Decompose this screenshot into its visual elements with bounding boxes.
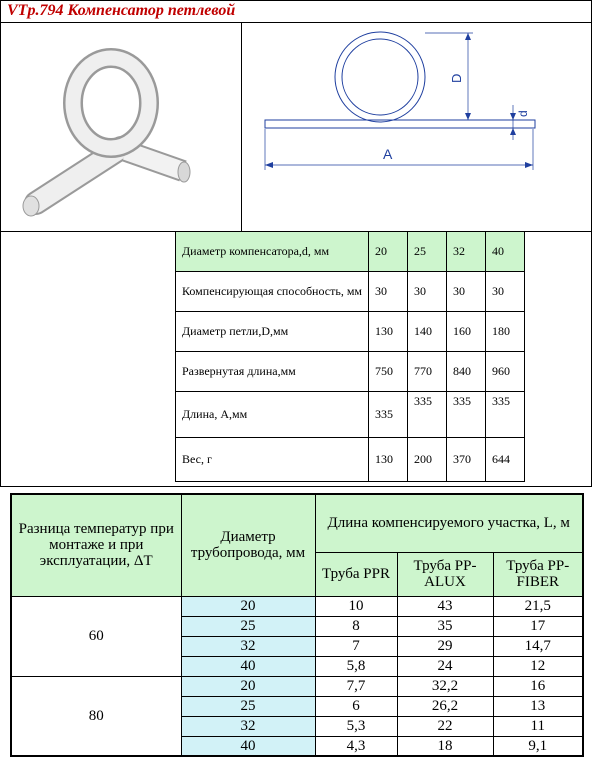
fiber-cell: 14,7 (493, 636, 583, 656)
spec-value: 370 (447, 438, 486, 482)
spec-value: 180 (486, 312, 525, 352)
title-bar (0, 0, 592, 23)
compensation-length-table (10, 493, 584, 757)
spec-value: 644 (486, 438, 525, 482)
spec-area (0, 231, 592, 487)
spec-value: 200 (408, 438, 447, 482)
spec-value: 335 (486, 392, 525, 438)
label-d-small: d (516, 110, 530, 117)
spec-value: 32 (447, 232, 486, 272)
spec-value: 770 (408, 352, 447, 392)
alux-cell: 32,2 (397, 676, 493, 696)
header-compensated-length: Длина компенсируемого участка, L, м (315, 494, 583, 552)
diameter-cell: 25 (181, 616, 315, 636)
diameter-cell: 40 (181, 656, 315, 676)
spec-label: Развернутая длина,мм (176, 352, 369, 392)
fiber-cell: 11 (493, 716, 583, 736)
label-a: A (383, 146, 393, 162)
spec-value: 130 (369, 312, 408, 352)
spec-value: 20 (369, 232, 408, 272)
diameter-cell: 40 (181, 736, 315, 756)
alux-cell: 35 (397, 616, 493, 636)
ppr-cell: 7 (315, 636, 397, 656)
illustration-area (0, 22, 592, 232)
spec-row (176, 312, 525, 352)
fiber-cell: 13 (493, 696, 583, 716)
ppr-cell: 5,3 (315, 716, 397, 736)
alux-cell: 26,2 (397, 696, 493, 716)
fiber-cell: 9,1 (493, 736, 583, 756)
ppr-cell: 5,8 (315, 656, 397, 676)
spec-value: 40 (486, 232, 525, 272)
fiber-cell: 17 (493, 616, 583, 636)
delta-t-value: 80 (11, 676, 181, 756)
page-title: VTp.794 Компенсатор петлевой (7, 2, 236, 19)
spec-label: Компенсирующая способность, мм (176, 272, 369, 312)
spec-value: 30 (408, 272, 447, 312)
diameter-cell: 25 (181, 696, 315, 716)
spec-value: 960 (486, 352, 525, 392)
diameter-cell: 32 (181, 716, 315, 736)
spec-label: Диаметр петли,D,мм (176, 312, 369, 352)
spec-value: 335 (408, 392, 447, 438)
diameter-cell: 32 (181, 636, 315, 656)
alux-cell: 43 (397, 596, 493, 616)
spec-row (176, 272, 525, 312)
header-ppr: Труба PPR (315, 552, 397, 596)
spec-label: Диаметр компенсатора,d, мм (176, 232, 369, 272)
dimension-drawing (243, 25, 543, 200)
spec-value: 750 (369, 352, 408, 392)
spec-value: 840 (447, 352, 486, 392)
ppr-cell: 7,7 (315, 676, 397, 696)
header-pipe-diameter: Диаметр трубопровода, мм (181, 494, 315, 596)
loop-compensator-image (1, 23, 241, 231)
spec-value: 335 (447, 392, 486, 438)
fiber-cell: 16 (493, 676, 583, 696)
spec-value: 30 (486, 272, 525, 312)
spec-value: 30 (369, 272, 408, 312)
label-d-big: D (449, 73, 464, 83)
header-pp-alux: Труба PP-ALUX (397, 552, 493, 596)
ppr-cell: 6 (315, 696, 397, 716)
header-pp-fiber: Труба PP-FIBER (493, 552, 583, 596)
delta-t-value: 60 (11, 596, 181, 676)
alux-cell: 24 (397, 656, 493, 676)
ppr-cell: 4,3 (315, 736, 397, 756)
alux-cell: 22 (397, 716, 493, 736)
diameter-cell: 20 (181, 676, 315, 696)
technical-drawing (243, 25, 543, 200)
fiber-cell: 12 (493, 656, 583, 676)
ppr-cell: 10 (315, 596, 397, 616)
spec-label: Вес, г (176, 438, 369, 482)
spec-table (175, 231, 525, 482)
spec-value: 25 (408, 232, 447, 272)
fiber-cell: 21,5 (493, 596, 583, 616)
spec-value: 30 (447, 272, 486, 312)
alux-cell: 18 (397, 736, 493, 756)
spec-row (176, 352, 525, 392)
spec-label: Длина, А,мм (176, 392, 369, 438)
spec-value: 160 (447, 312, 486, 352)
spec-value: 335 (369, 392, 408, 438)
spec-row (176, 438, 525, 482)
spec-value: 140 (408, 312, 447, 352)
spec-value: 130 (369, 438, 408, 482)
spec-row (176, 392, 525, 438)
spec-row (176, 232, 525, 272)
diameter-cell: 20 (181, 596, 315, 616)
ppr-cell: 8 (315, 616, 397, 636)
product-photo (1, 23, 242, 231)
header-delta-t: Разница температур при монтаже и при эксплуатации, ΔT (11, 494, 181, 596)
alux-cell: 29 (397, 636, 493, 656)
